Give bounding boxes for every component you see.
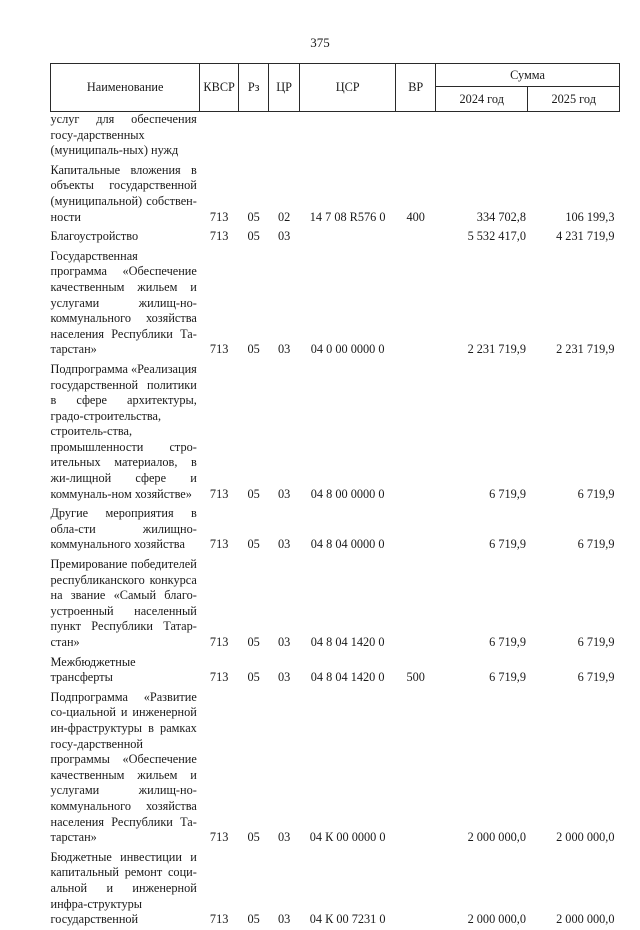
row-kvsr: 713 <box>209 670 229 685</box>
row-rz: 05 <box>247 537 260 552</box>
row-sum-2024: 6 719,9 <box>489 635 526 649</box>
row-csr: 04 8 04 1420 0 <box>310 670 385 685</box>
row-rz: 05 <box>247 635 260 649</box>
row-sum-2024: 2 000 000,0 <box>467 912 526 927</box>
row-sum-2025: 6 719,9 <box>577 635 615 649</box>
row-sum-2025: 2 000 000,0 <box>556 830 615 845</box>
row-csr: 04 К 00 0000 0 <box>309 830 386 845</box>
row-sum-2024: 334 702,8 <box>476 209 526 224</box>
row-sum-2025: 106 199,3 <box>565 209 615 224</box>
row-sum-2024: 5 532 417,0 <box>467 229 526 244</box>
row-vr <box>396 227 436 247</box>
row-vr <box>396 360 436 504</box>
table-row <box>51 688 620 848</box>
row-cr <box>269 112 299 161</box>
row-csr: 04 0 00 0000 0 <box>310 342 385 357</box>
row-sum-2025: 6 719,9 <box>577 670 615 685</box>
row-vr <box>396 848 436 930</box>
row-name: Государственная программа «Обеспечение качественным жильем и услугами жилищ-но-коммунального хозяйства населения Республики Та-тарстан» <box>50 248 197 357</box>
row-kvsr: 713 <box>209 830 229 845</box>
row-name: Благоустройство <box>50 229 139 244</box>
header-sum: Сумма <box>436 64 620 87</box>
row-name: Капитальные вложения в объекты государственной (муниципальной) собствен-ности <box>50 162 197 224</box>
row-rz: 05 <box>247 209 260 224</box>
row-csr <box>299 227 396 247</box>
row-cr: 02 <box>278 209 291 224</box>
row-vr <box>396 504 436 555</box>
header-name: Наименование <box>51 64 200 112</box>
row-kvsr: 713 <box>209 635 229 649</box>
row-vr <box>396 247 436 360</box>
row-kvsr: 713 <box>209 209 229 224</box>
row-sum-2025 <box>528 112 620 161</box>
row-name: Премирование победителей республиканского конкурса на звание «Самый благо-устроенный населенный пункт Республики Татар-стан» <box>50 557 197 649</box>
row-sum-2024 <box>436 112 528 161</box>
row-kvsr: 713 <box>209 229 229 244</box>
row-cr: 03 <box>278 912 291 927</box>
row-csr: 04 К 00 7231 0 <box>309 912 386 927</box>
row-csr: 04 8 04 1420 0 <box>310 635 385 649</box>
table-row <box>51 112 620 161</box>
table-row <box>51 653 620 688</box>
budget-table <box>50 63 620 930</box>
header-rz: Рз <box>238 64 268 112</box>
row-vr <box>396 688 436 848</box>
row-rz: 05 <box>247 670 260 685</box>
table-header <box>51 64 620 112</box>
row-name: Межбюджетные трансферты <box>50 654 136 685</box>
row-kvsr: 713 <box>209 912 229 927</box>
row-csr <box>299 112 396 161</box>
row-csr: 04 8 00 0000 0 <box>310 486 385 501</box>
row-rz: 05 <box>247 229 260 244</box>
header-kvsr: КВСР <box>200 64 239 112</box>
row-vr <box>396 555 436 653</box>
row-rz: 05 <box>247 830 260 845</box>
row-name: Другие мероприятия в обла-сти жилищно-коммунального хозяйства <box>50 506 197 552</box>
header-cr: ЦР <box>269 64 299 112</box>
row-sum-2025: 2 231 719,9 <box>556 342 615 357</box>
row-name: Бюджетные инвестиции и капитальный ремонт соци-альной и инженерной инфра-структуры государственной <box>50 849 197 927</box>
table-row <box>51 504 620 555</box>
row-cr: 03 <box>278 342 291 357</box>
table-row <box>51 161 620 227</box>
row-sum-2025: 6 719,9 <box>577 486 615 501</box>
row-cr: 03 <box>278 486 291 501</box>
row-vr: 400 <box>406 209 425 224</box>
row-sum-2025: 4 231 719,9 <box>556 229 615 244</box>
row-rz <box>238 112 268 161</box>
row-cr: 03 <box>278 830 291 845</box>
table-row <box>51 848 620 930</box>
row-vr: 500 <box>406 670 425 685</box>
row-cr: 03 <box>278 635 291 649</box>
header-year-2025: 2025 год <box>528 87 620 112</box>
row-rz: 05 <box>247 342 260 357</box>
header-vr: ВР <box>396 64 436 112</box>
row-cr: 03 <box>278 537 291 552</box>
table-body <box>51 112 620 930</box>
table-row <box>51 247 620 360</box>
header-year-2024: 2024 год <box>436 87 528 112</box>
row-cr: 03 <box>278 229 291 244</box>
row-sum-2024: 2 231 719,9 <box>467 342 526 357</box>
row-sum-2025: 2 000 000,0 <box>556 912 615 927</box>
row-kvsr: 713 <box>209 342 229 357</box>
row-kvsr: 713 <box>209 537 229 552</box>
row-sum-2024: 6 719,9 <box>489 486 526 501</box>
row-name: Подпрограмма «Развитие со-циальной и инженерной ин-фраструктуры в рамках госу-дарственной программы «Обеспечение качественным жильем и услугами жилищ-но-коммунального хозяйства населения Республики Та-тарстан» <box>50 689 197 845</box>
header-csr: ЦСР <box>299 64 396 112</box>
row-csr: 14 7 08 R576 0 <box>309 209 386 224</box>
row-rz: 05 <box>247 486 260 501</box>
table-row <box>51 360 620 504</box>
row-sum-2024: 2 000 000,0 <box>467 830 526 845</box>
row-cr: 03 <box>278 670 291 685</box>
row-csr: 04 8 04 0000 0 <box>310 537 385 552</box>
row-name: услуг для обеспечения госу-дарственных (муниципаль-ных) нужд <box>50 112 197 158</box>
row-sum-2025: 6 719,9 <box>577 537 615 552</box>
row-kvsr <box>200 112 239 161</box>
table-row <box>51 555 620 653</box>
row-sum-2024: 6 719,9 <box>489 537 526 552</box>
row-rz: 05 <box>247 912 260 927</box>
row-sum-2024: 6 719,9 <box>489 670 526 685</box>
page-number: 375 <box>310 35 330 50</box>
table-row <box>51 227 620 247</box>
row-kvsr: 713 <box>209 486 229 501</box>
row-vr <box>396 112 436 161</box>
row-name: Подпрограмма «Реализация государственной политики в сфере архитектуры, градо-строительства, строитель-ства, промышленности стро-ительных материалов, в жи-лищной сфере и коммуналь-ном хозяйстве» <box>50 361 197 501</box>
